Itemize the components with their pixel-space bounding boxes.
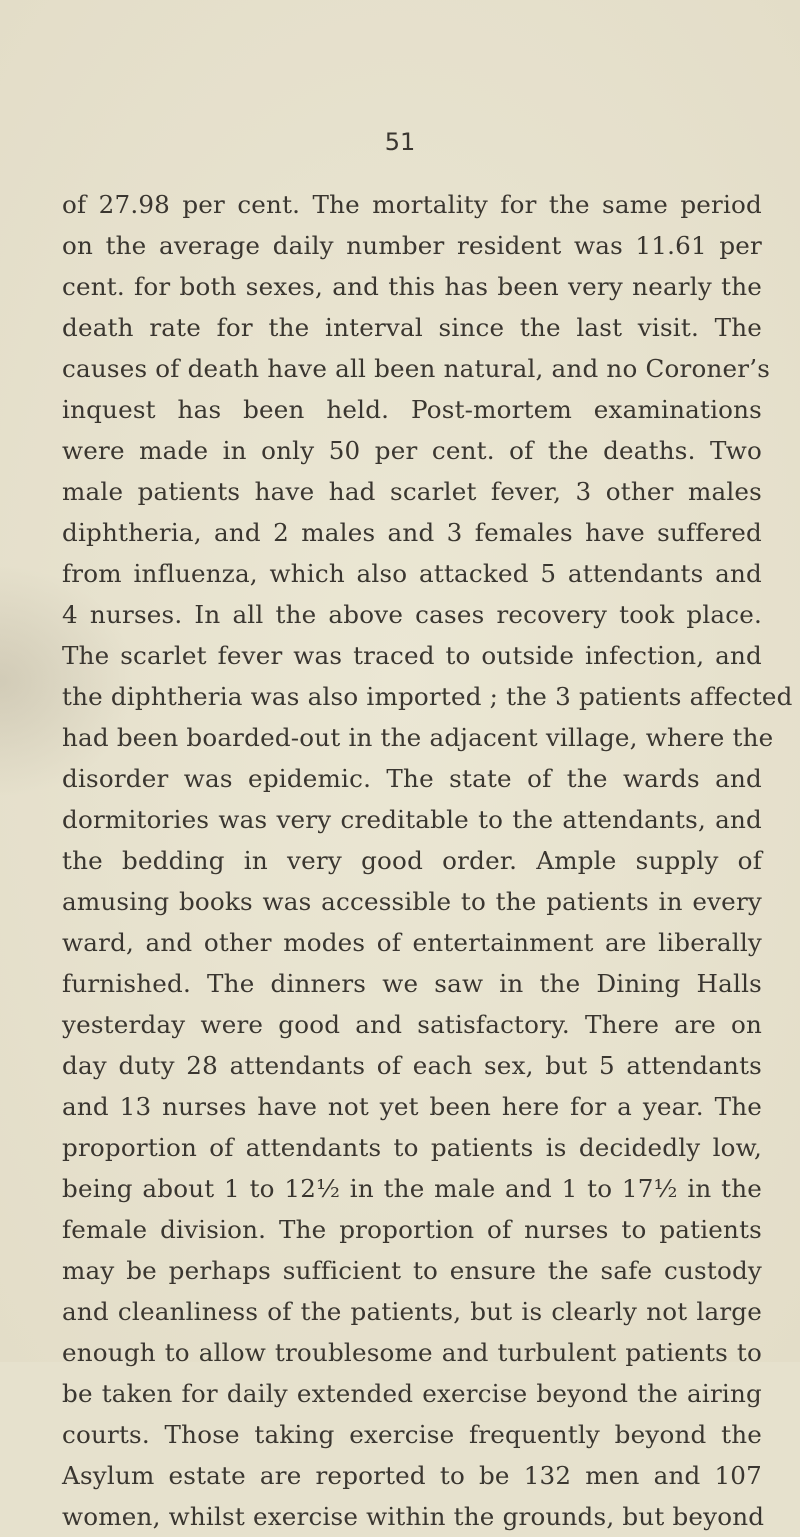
text-line: diphtheria, and 2 males and 3 females have suffered	[62, 518, 762, 547]
text-line: on the average daily number resident was 11.61 per	[62, 231, 762, 260]
text-line: The scarlet fever was traced to outside infection, and	[62, 641, 762, 670]
text-line: proportion of attendants to patients is decidedly low,	[62, 1133, 762, 1162]
text-line: inquest has been held. Post-mortem examinations	[62, 395, 762, 424]
text-line: being about 1 to 12½ in the male and 1 to 17½ in the	[62, 1174, 762, 1203]
text-line: and cleanliness of the patients, but is clearly not large	[62, 1297, 762, 1326]
text-line: courts. Those taking exercise frequently beyond the	[62, 1420, 762, 1449]
text-line: women, whilst exercise within the grounds, but beyond	[62, 1502, 765, 1531]
text-line: from influenza, which also attacked 5 attendants and	[62, 559, 762, 588]
text-line: Asylum estate are reported to be 132 men and 107	[62, 1461, 762, 1490]
text-line: be taken for daily extended exercise beyond the airing	[62, 1379, 762, 1408]
body-text	[62, 184, 793, 1537]
text-line: male patients have had scarlet fever, 3 other males	[62, 477, 762, 506]
page-number: 51	[384, 128, 416, 156]
text-line: amusing books was accessible to the patients in every	[62, 887, 762, 916]
text-line: 4 nurses. In all the above cases recovery took place.	[62, 600, 762, 629]
text-line: death rate for the interval since the last visit. The	[62, 313, 762, 342]
text-line: day duty 28 attendants of each sex, but 5 attendants	[62, 1051, 762, 1080]
text-line: causes of death have all been natural, and no Coroner’s	[62, 354, 771, 383]
text-line: enough to allow troublesome and turbulent patients to	[62, 1338, 762, 1367]
text-line: had been boarded-out in the adjacent village, where the	[62, 723, 774, 752]
text-line: were made in only 50 per cent. of the deaths. Two	[62, 436, 762, 465]
text-line: disorder was epidemic. The state of the wards and	[62, 764, 762, 793]
text-line: yesterday were good and satisfactory. There are on	[62, 1010, 762, 1039]
text-line: dormitories was very creditable to the attendants, and	[62, 805, 762, 834]
text-line: female division. The proportion of nurses to patients	[62, 1215, 762, 1244]
text-line: the bedding in very good order. Ample supply of	[62, 846, 762, 875]
text-line: cent. for both sexes, and this has been very nearly the	[62, 272, 762, 301]
text-line: the diphtheria was also imported ; the 3 patients affected	[62, 682, 793, 711]
text-line: and 13 nurses have not yet been here for a year. The	[62, 1092, 762, 1121]
text-line: furnished. The dinners we saw in the Dining Halls	[62, 969, 762, 998]
text-line: ward, and other modes of entertainment are liberally	[62, 928, 762, 957]
text-line: may be perhaps sufficient to ensure the safe custody	[62, 1256, 762, 1285]
text-line: of 27.98 per cent. The mortality for the same period	[62, 190, 762, 219]
